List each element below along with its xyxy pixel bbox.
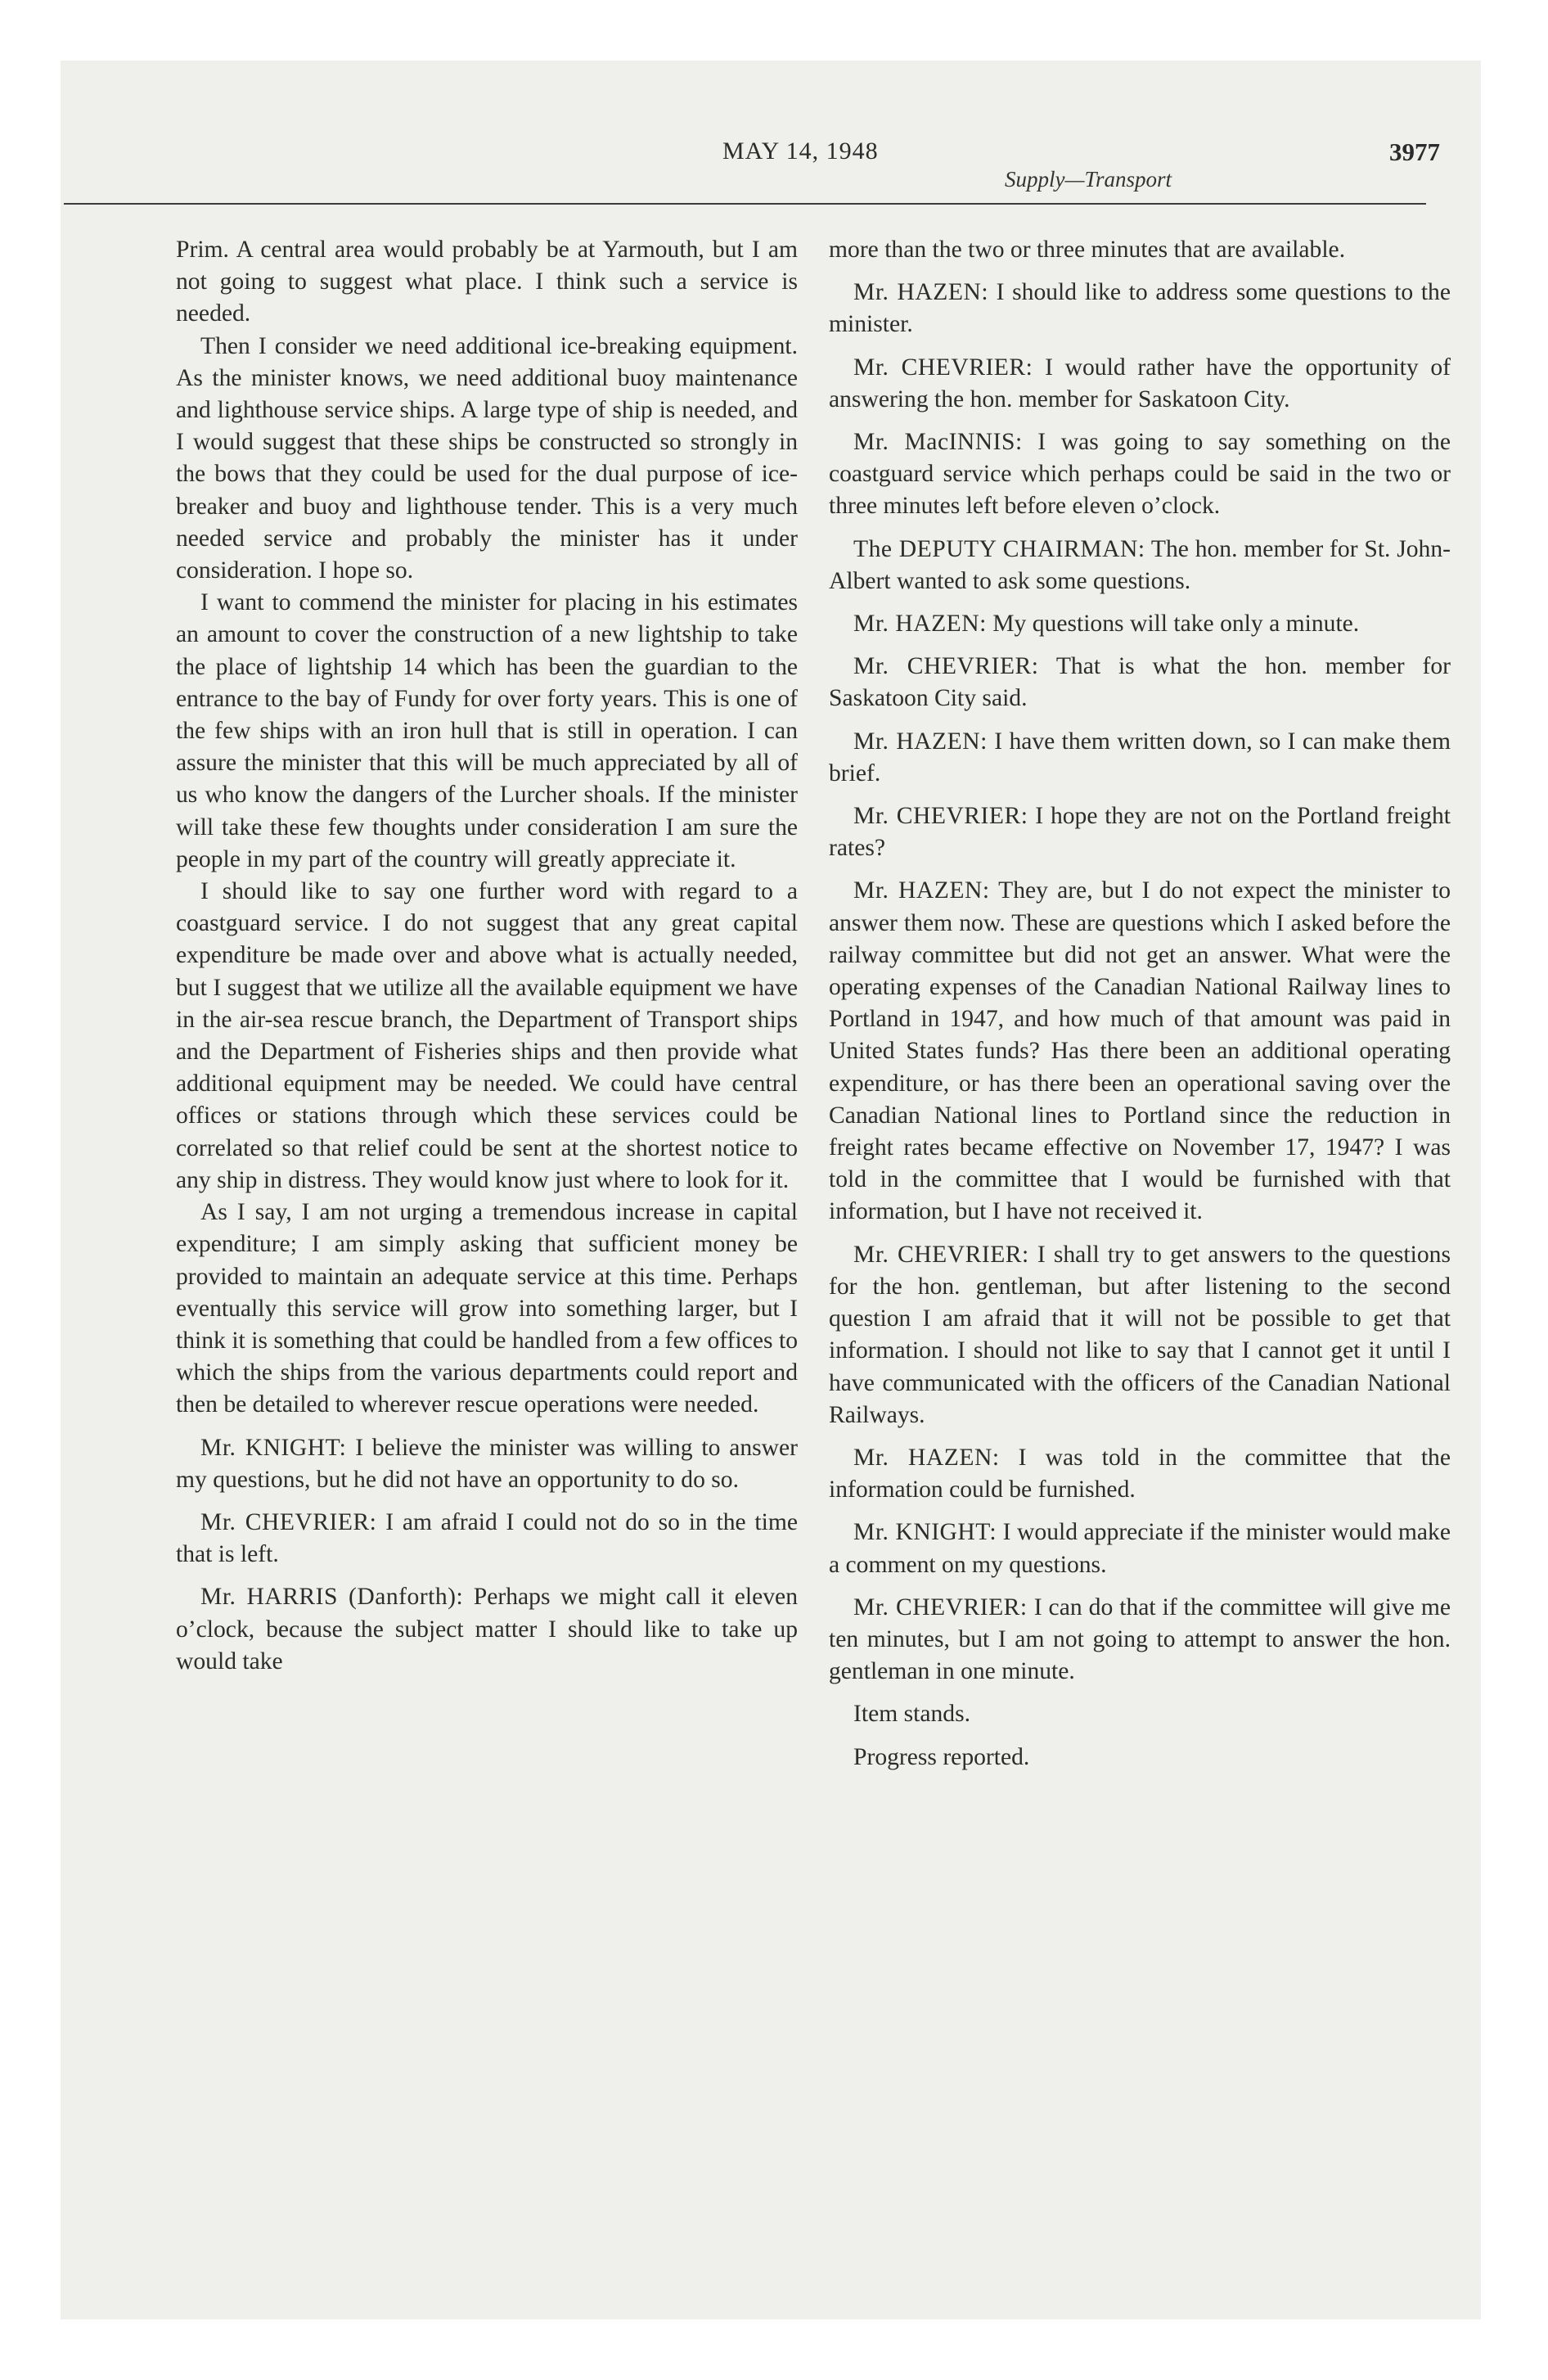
speaker-name: Mr. CHEVRIER: [853, 354, 1033, 381]
header-section-title: Supply—Transport [1005, 167, 1172, 192]
speech-paragraph [829, 608, 1451, 640]
speech-text: I was told in the committee that the information could be furnished. [829, 1444, 1451, 1503]
speech-text: That is what the hon. member for Saskatoon City said. [829, 653, 1451, 712]
paragraph [176, 876, 798, 1197]
speech-text: Perhaps we might call it eleven o’clock, because the subject matter I should like to take up would take [176, 1584, 798, 1675]
paragraph-text: Prim. A central area would probably be at Yarmouth, but I am not going to suggest what place. I think such a service is needed. [176, 237, 798, 327]
speech-text: I was going to say something on the coastguard service which perhaps could be said in the two or three minutes left before eleven o’clock. [829, 429, 1451, 520]
paragraph-text: As I say, I am not urging a tremendous increase in capital expenditure; I am simply asking that sufficient money be provided to maintain an adequate service at this time. Perhaps eventually this service will grow into something larger, but I think it is something that could be handled from a few offices to which the ships from the various departments could report and then be detailed to wherever rescue operations were needed. [176, 1199, 798, 1418]
speech-paragraph [829, 534, 1451, 597]
speaker-name: Mr. CHEVRIER: [853, 803, 1028, 830]
speech-paragraph [829, 1239, 1451, 1431]
speaker-name: Mr. HARRIS (Danforth): [200, 1584, 464, 1611]
speaker-name: Mr. CHEVRIER: [853, 1593, 1028, 1620]
speech-text: I shall try to get answers to the questions for the hon. gentleman, but after listening to the second question I am afraid that it will not be possible to get that information. I should not like to say that I cannot get it until I have communicated with the officers of the Canadian National Railways. [829, 1241, 1451, 1428]
speaker-name: Mr. CHEVRIER: [853, 653, 1039, 680]
procedural-note-text: Progress reported. [853, 1743, 1030, 1770]
paragraph-text: Then I consider we need additional ice-breaking equipment. As the minister knows, we need additional buoy maintenance and lighthouse service ships. A large type of ship is needed, and I would suggest that these ships be constructed so strongly in the bows that they could be used for the dual purpose of ice-breaker and buoy and lighthouse tender. This is a very much needed service and probably the minister has it under consideration. I hope so. [176, 332, 798, 584]
speech-paragraph [176, 1581, 798, 1678]
speech-paragraph [829, 800, 1451, 864]
speech-paragraph [176, 1432, 798, 1496]
speech-text: They are, but I do not expect the minister to answer them now. These are questions which I asked before the railway committee but did not get an answer. What were the operating expenses of the Canadian National Railway lines to Portland in 1947, and how much of that amount was paid in United States funds? Has there been an additional operating expenditure, or has there been an operational saving over the Canadian National lines to Portland since the reduction in freight rates became effective on November 17, 1947? I was told in the committee that I would be furnished with that information, but I have not received it. [829, 877, 1451, 1225]
speech-text: The hon. member for St. John-Albert wanted to ask some questions. [829, 535, 1451, 594]
speech-text: I have them written down, so I can make them brief. [829, 728, 1451, 787]
speaker-name: Mr. KNIGHT: [853, 1519, 997, 1546]
paragraph-text: I should like to say one further word with regard to a coastguard service. I do not suggest that any great capital expenditure be made over and above what is actually needed, but I suggest that we utilize all the available equipment we have in the air-sea rescue branch, the Department of Transport ships and the Department of Fisheries ships and then provide what additional equipment may be needed. We could have central offices or stations through which these services could be correlated so that relief could be sent at the shortest notice to any ship in distress. They would know just where to look for it. [176, 878, 798, 1193]
speech-paragraph [829, 426, 1451, 523]
speech-paragraph [829, 277, 1451, 340]
paragraph-text: more than the two or three minutes that are available. [829, 237, 1346, 263]
speaker-name: Mr. HAZEN: [853, 728, 988, 755]
speech-paragraph [176, 1507, 798, 1571]
page-header [101, 72, 1440, 203]
page-number: 3977 [1389, 137, 1440, 166]
header-date: MAY 14, 1948 [722, 137, 879, 165]
header-divider [64, 203, 1426, 205]
paragraph [176, 1197, 798, 1421]
speech-paragraph [829, 651, 1451, 714]
speaker-name: Mr. CHEVRIER: [200, 1508, 377, 1535]
speech-text: I am afraid I could not do so in the time that is left. [176, 1508, 799, 1568]
paragraph-text: I want to commend the minister for placing in his estimates an amount to cover the construction of a new lightship to take the place of lightship 14 which has been the guardian to the entrance to the bay of Fundy for over forty years. This is one of the few ships with an iron hull that is still in operation. I can assure the minister that this will be much appreciated by all of us who know the dangers of the Lurcher shoals. If the minister will take these few thoughts under consideration I am sure the people in my part of the country will greatly appreciate it. [176, 589, 798, 872]
speech-paragraph [829, 726, 1451, 790]
speech-paragraph [829, 1517, 1451, 1580]
speech-paragraph [829, 1592, 1451, 1688]
right-column [829, 234, 1451, 1774]
paragraph [829, 234, 1451, 266]
procedural-note-text: Item stands. [853, 1701, 971, 1728]
procedural-note [829, 1698, 1451, 1730]
speaker-name: Mr. HAZEN: [853, 279, 989, 306]
speech-text: I should like to address some questions to the minister. [829, 279, 1451, 338]
speaker-name: Mr. CHEVRIER: [853, 1241, 1029, 1268]
speech-paragraph [829, 1442, 1451, 1506]
speaker-name: Mr. HAZEN: [853, 611, 987, 638]
paragraph [176, 331, 798, 588]
speaker-name: Mr. HAZEN: [853, 877, 990, 904]
speech-text: I would appreciate if the minister would make a comment on my questions. [829, 1519, 1451, 1578]
speech-text: My questions will take only a minute. [992, 611, 1360, 638]
speech-paragraph [829, 352, 1451, 416]
speech-paragraph [829, 875, 1451, 1228]
speech-text: I can do that if the committee will give me ten minutes, but I am not going to attempt to answer the hon. gentleman in one minute. [829, 1593, 1451, 1685]
speaker-name: Mr. MacINNIS: [853, 429, 1023, 456]
speaker-name: Mr. HAZEN: [853, 1444, 1000, 1471]
speaker-name: Mr. KNIGHT: [200, 1434, 347, 1461]
paragraph [176, 234, 798, 331]
speaker-name: The DEPUTY CHAIRMAN: [853, 535, 1145, 562]
speech-text: I believe the minister was willing to answer my questions, but he did not have an opportunity to do so. [176, 1434, 798, 1493]
paragraph [176, 587, 798, 876]
left-column [176, 234, 798, 1678]
speech-text: I would rather have the opportunity of answering the hon. member for Saskatoon City. [829, 354, 1451, 412]
procedural-note [829, 1742, 1451, 1774]
speech-text: I hope they are not on the Portland freight rates? [829, 803, 1451, 862]
